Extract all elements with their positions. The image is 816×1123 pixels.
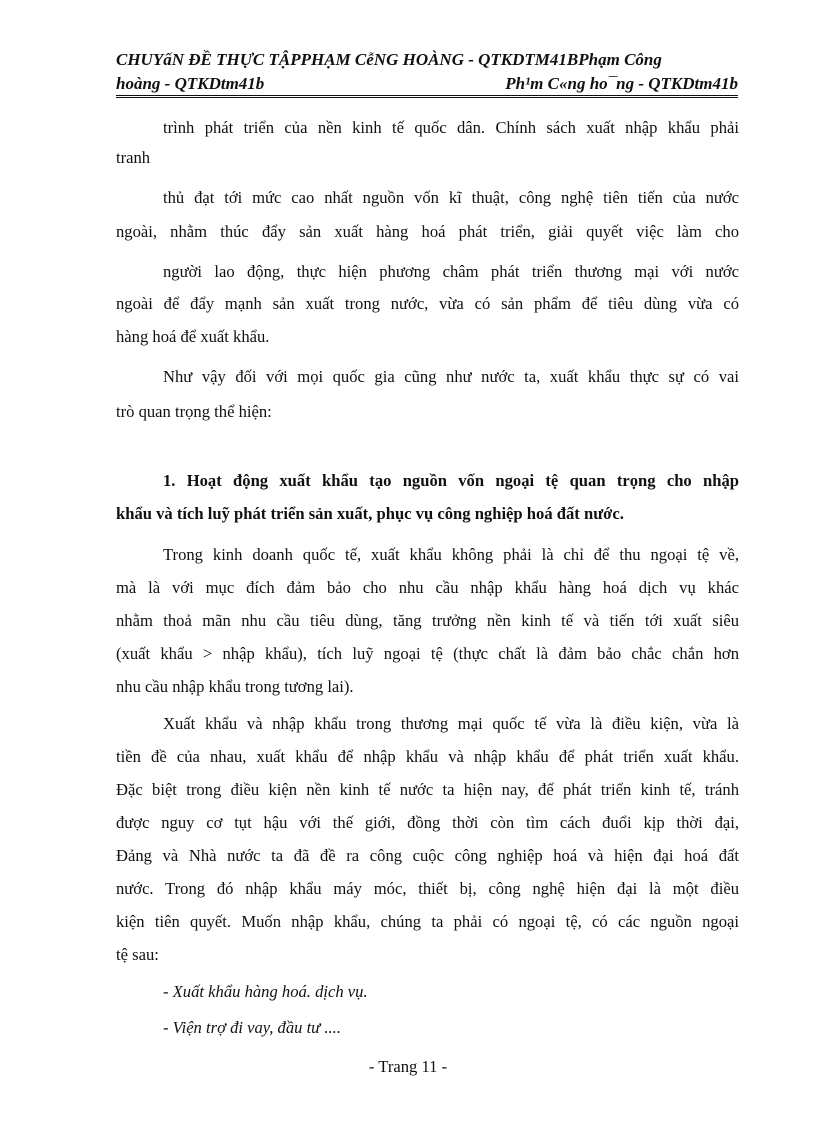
body-line: ngoài để đẩy mạnh sản xuất trong nước, vừa có sản phẩm để tiêu dùng vừa có [116, 294, 739, 313]
body-line: Xuất khẩu và nhập khẩu trong thương mại quốc tế vừa là điều kiện, vừa là [163, 714, 739, 733]
section-heading: khẩu và tích luỹ phát triển sản xuất, phục vụ công nghiệp hoá đất nước. [116, 504, 624, 523]
body-line: nhằm thoả mãn nhu cầu tiêu dùng, tăng trưởng nền kinh tế và tiến tới xuất siêu [116, 611, 739, 630]
body-line: mà là với mục đích đảm bảo cho nhu cầu nhập khẩu hàng hoá dịch vụ khác [116, 578, 739, 597]
body-line: trò quan trọng thể hiện: [116, 402, 272, 421]
body-line: ngoài, nhằm thúc đẩy sản xuất hàng hoá phát triển, giải quyết việc làm cho [116, 222, 739, 241]
bullet-item: - Viện trợ đi vay, đầu tư .... [163, 1018, 341, 1037]
header-left: hoàng - QTKDtm41b [116, 74, 265, 93]
body-line: kiện tiên quyết. Muốn nhập khẩu, chúng ta phải có ngoại tệ, có các nguồn ngoại [116, 912, 739, 931]
body-line: người lao động, thực hiện phương châm phát triển thương mại với nước [163, 262, 739, 281]
body-line: tranh [116, 148, 151, 167]
body-line: tệ sau: [116, 945, 159, 964]
body-line: được nguy cơ tụt hậu với thế giới, đồng thời còn tìm cách đuổi kịp thời đại, [116, 813, 739, 832]
bullet-item: - Xuất khẩu hàng hoá. dịch vụ. [163, 982, 368, 1001]
body-line: Như vậy đối với mọi quốc gia cũng như nước ta, xuất khẩu thực sự có vai [163, 367, 739, 386]
body-line: Đảng và Nhà nước ta đã đề ra công cuộc công nghiệp hoá và hiện đại hoá đất [116, 846, 739, 865]
body-line: Đặc biệt trong điều kiện nền kinh tế nước ta hiện nay, để phát triển kinh tế, tránh [116, 780, 739, 799]
header-line-2 [116, 72, 738, 96]
page-header [116, 48, 738, 96]
body-line: Trong kinh doanh quốc tế, xuất khẩu không phải là chỉ để thu ngoại tệ về, [163, 545, 739, 564]
body-line: tiền đề của nhau, xuất khẩu để nhập khẩu và nhập khẩu để phát triển xuất khẩu. [116, 747, 739, 766]
header-line-1: CHUYấN ĐỀ THỰC TẬPPHẠM CễNG HOÀNG - QTKDTM41BPhạm Công [116, 50, 662, 69]
header-rule [116, 95, 738, 98]
body-line: thủ đạt tới mức cao nhất nguồn vốn kĩ thuật, công nghệ tiên tiến của nước [163, 188, 739, 207]
section-heading: 1. Hoạt động xuất khẩu tạo nguồn vốn ngoại tệ quan trọng cho nhập [163, 471, 739, 490]
body-line: trình phát triển của nền kinh tế quốc dân. Chính sách xuất nhập khẩu phải [163, 118, 739, 137]
body-line: (xuất khẩu > nhập khẩu), tích luỹ ngoại tệ (thực chất là đảm bảo chắc chắn hơn [116, 644, 739, 663]
header-right: Ph¹m C«ng ho¯ng - QTKDtm41b [505, 74, 738, 93]
page-number: - Trang 11 - [368, 1057, 448, 1076]
body-line: hàng hoá để xuất khẩu. [116, 327, 270, 346]
body-line: nước. Trong đó nhập khẩu máy móc, thiết bị, công nghệ hiện đại là một điều [116, 879, 739, 898]
body-line: nhu cầu nhập khẩu trong tương lai). [116, 677, 354, 696]
